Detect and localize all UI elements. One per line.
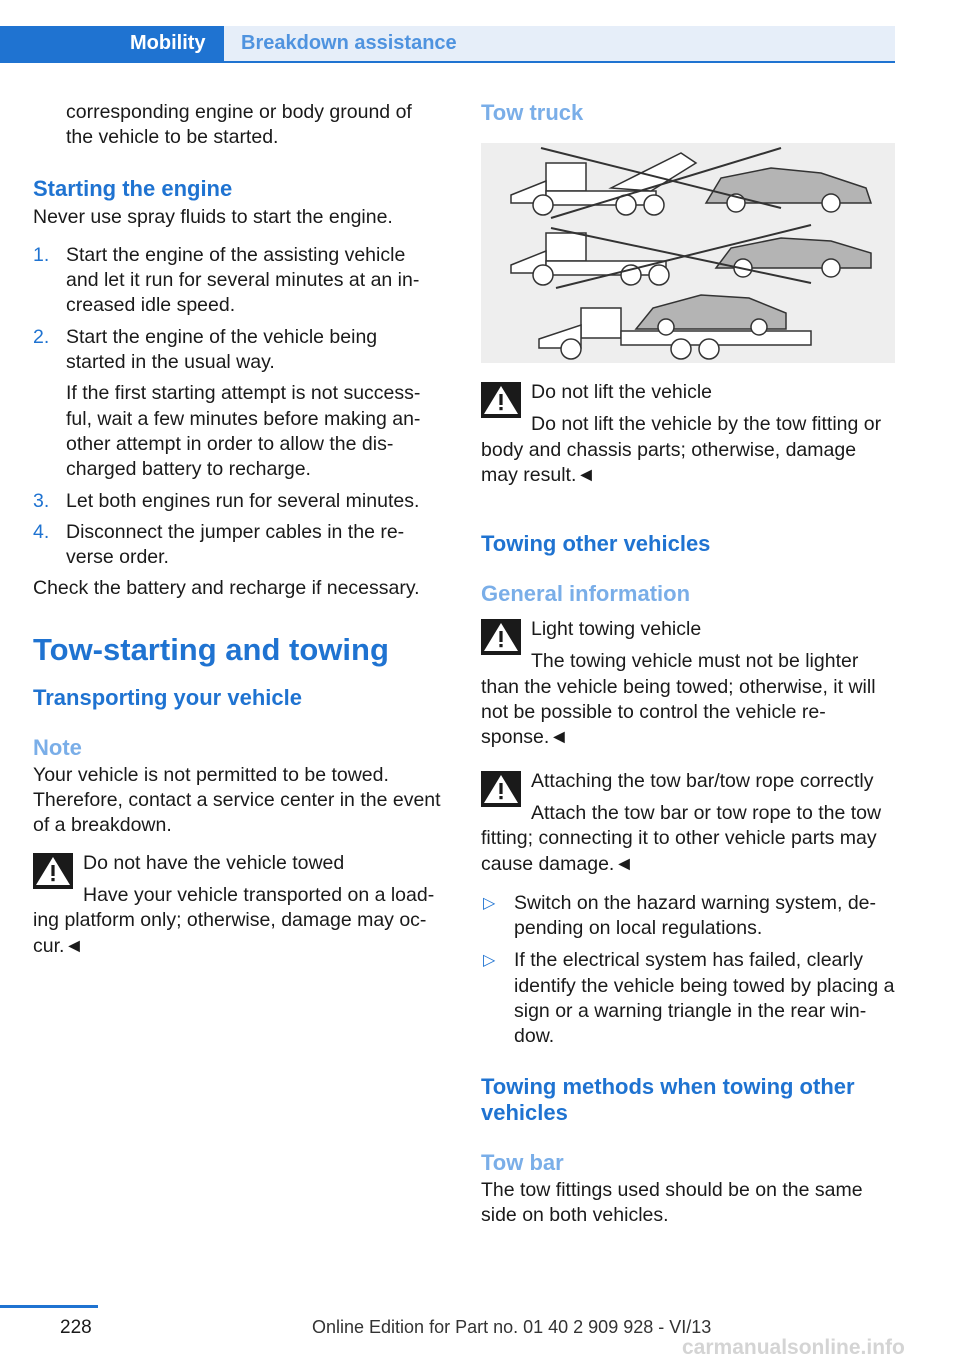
footer-divider: [0, 1305, 98, 1308]
header-section-tab: [0, 26, 224, 61]
warning-text: Have your vehicle transported on a load‐ing platform only; otherwise, damage may oc‐cur.◄: [33, 883, 435, 957]
tow-truck-2: [511, 233, 669, 285]
list-item: [33, 243, 441, 319]
edition-text: Online Edition for Part no. 01 40 2 909 928 - VI/13: [312, 1317, 712, 1337]
header-section-label: Mobility: [130, 32, 206, 54]
step-number: 3.: [33, 489, 50, 512]
towtruck-heading: Tow truck: [481, 100, 584, 125]
tow-truck-1: [511, 153, 696, 215]
warning-title: Do not lift the vehicle: [531, 381, 713, 403]
transported-car: [636, 295, 786, 335]
warning-text: Do not lift the vehicle by the tow fitting or body and chassis parts; otherwise, damage may result.◄: [481, 413, 882, 486]
towbar-heading: Tow bar: [481, 1149, 564, 1175]
warning-triangle-icon: [33, 853, 73, 889]
tow-heading: Tow-starting and towing: [33, 631, 389, 667]
warning-triangle-icon: [481, 382, 521, 418]
check-text: Check the battery and recharge if necessary.: [33, 577, 420, 600]
starting-heading: Starting the engine: [33, 175, 233, 201]
list-item: [33, 520, 441, 571]
step-number: 4.: [33, 520, 50, 543]
warning-lift: [481, 380, 895, 488]
header-subsection-tab: [224, 26, 895, 61]
list-item: [481, 891, 895, 942]
step-text: Let both engines run for several minutes.: [66, 489, 420, 512]
step-text: Start the engine of the vehicle being started in the usual way.: [66, 325, 378, 374]
methods-heading: Towing methods when towing other vehicles: [481, 1073, 855, 1125]
warning-light-vehicle: [481, 617, 895, 750]
list-item: [33, 325, 441, 483]
watermark-text: carmanualsonline.info: [682, 1336, 905, 1359]
general-heading: General information: [481, 581, 691, 607]
towed-car-2: [716, 238, 871, 277]
warning-attach: [481, 769, 895, 877]
step-text: Start the engine of the assisting vehicle and let it run for several minutes at an in‐creased idle speed.: [66, 243, 420, 317]
bullet-text: Switch on the hazard warning system, de‐pending on local regulations.: [514, 891, 877, 940]
warning-title: Light towing vehicle: [531, 618, 702, 641]
towbar-text: The tow fittings used should be on the same side on both vehicles.: [481, 1178, 863, 1226]
intro-text: corresponding engine or body ground of the vehicle to be started.: [66, 101, 412, 149]
tow-truck-illustration-graphic: [481, 143, 895, 363]
warning-text: Attach the tow bar or tow rope to the tow fitting; connecting it to other vehicle parts may cause damage.◄: [481, 801, 882, 875]
warning-title: Do not have the vehicle towed: [83, 851, 345, 874]
warning-text: The towing vehicle must not be lighter than the vehicle being towed; otherwise, it will not be possible to control the vehicle re‐sponse.◄: [481, 650, 876, 749]
warning-triangle-icon: [481, 771, 521, 807]
warning-title: Attaching the tow bar/tow rope correctly: [531, 769, 874, 792]
towing-heading: Towing other vehicles: [481, 531, 711, 557]
page-number: 228: [60, 1317, 92, 1338]
header-divider: [0, 61, 895, 63]
right-column: [481, 100, 895, 1228]
steps-list: [33, 243, 441, 571]
towed-car-1: [706, 168, 871, 212]
bullets-list: [481, 891, 895, 1050]
list-item: [481, 948, 895, 1049]
step-text: Disconnect the jumper cables in the re‐verse order.: [66, 520, 405, 569]
bullet-triangle-icon: ▷: [483, 894, 496, 912]
warning-triangle-icon: [481, 619, 521, 655]
step-extra-text: If the first starting attempt is not success‐ful, wait a few minutes before making an‐other attempt in order to allow the dis‐charged battery to recharge.: [66, 382, 421, 481]
bullet-text: If the electrical system has failed, clearly identify the vehicle being towed by placing a sign or a warning triangle in the rear win‐dow.: [514, 949, 895, 1048]
list-item: [33, 489, 441, 514]
note-heading: Note: [33, 734, 82, 760]
step-number: 1.: [33, 243, 50, 266]
note-text: Your vehicle is not permitted to be towed. Therefore, contact a service center in the event of a breakdown.: [33, 763, 441, 837]
starting-text: Never use spray fluids to start the engine.: [33, 205, 393, 228]
header-subsection-label: Breakdown assistance: [241, 32, 457, 54]
bullet-triangle-icon: ▷: [483, 952, 496, 970]
left-column: [33, 100, 441, 959]
step-number: 2.: [33, 325, 50, 348]
tow-truck-illustration: [481, 143, 895, 363]
warning-not-towed: [33, 851, 441, 959]
transport-heading: Transporting your vehicle: [33, 684, 302, 710]
